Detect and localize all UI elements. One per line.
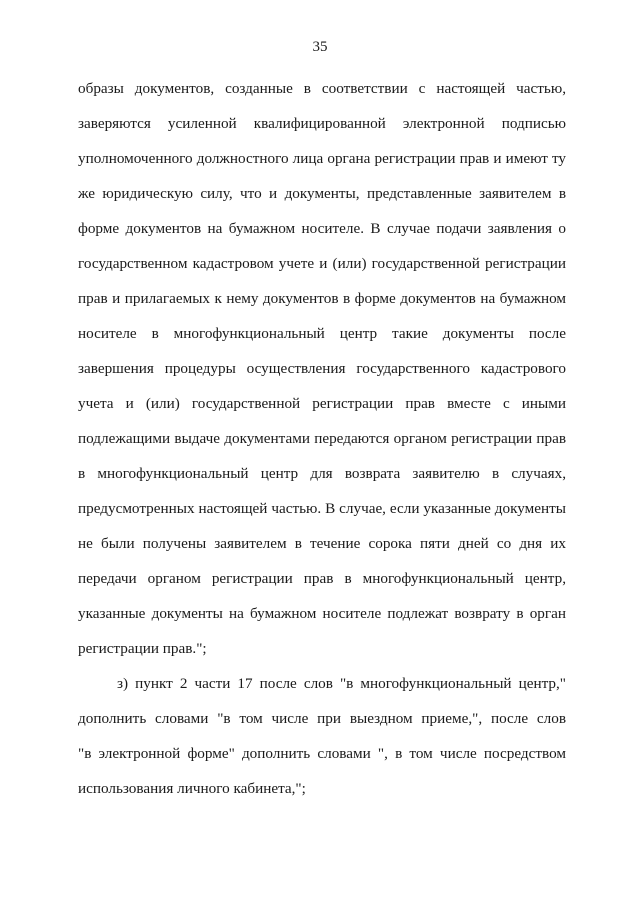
text-line: не были получены заявителем в течение сорока пяти дней со дня их [78, 535, 566, 552]
text-line: дополнить словами "в том числе при выездном приеме,", после слов [78, 710, 566, 727]
text-line: указанные документы на бумажном носителе подлежат возврату в орган [78, 605, 566, 622]
text-line: предусмотренных настоящей частью. В случае, если указанные документы [78, 500, 566, 517]
text-line: передачи органом регистрации прав в многофункциональный центр, [78, 570, 566, 587]
text-line: подлежащими выдаче документами передаются органом регистрации прав [78, 430, 566, 447]
text-line: в многофункциональный центр для возврата заявителю в случаях, [78, 465, 566, 482]
text-line: завершения процедуры осуществления государственного кадастрового [78, 360, 566, 377]
text-line: з) пункт 2 части 17 после слов "в многофункциональный центр," [117, 675, 566, 692]
text-line: регистрации прав."; [78, 640, 207, 657]
text-line: "в электронной форме" дополнить словами ", в том числе посредством [78, 745, 566, 762]
text-line: форме документов на бумажном носителе. В случае подачи заявления о [78, 220, 566, 237]
text-line: учета и (или) государственной регистрации прав вместе с иными [78, 395, 566, 412]
text-line: образы документов, созданные в соответствии с настоящей частью, [78, 80, 566, 97]
text-line: использования личного кабинета,"; [78, 780, 306, 797]
page-number: 35 [312, 39, 328, 55]
text-line: прав и прилагаемых к нему документов в форме документов на бумажном [78, 290, 566, 307]
text-line: носителе в многофункциональный центр такие документы после [78, 325, 566, 342]
text-line: государственном кадастровом учете и (или) государственной регистрации [78, 255, 566, 272]
text-line: уполномоченного должностного лица органа регистрации прав и имеют ту [78, 150, 566, 167]
text-line: же юридическую силу, что и документы, представленные заявителем в [78, 185, 566, 202]
text-line: заверяются усиленной квалифицированной электронной подписью [78, 115, 566, 132]
